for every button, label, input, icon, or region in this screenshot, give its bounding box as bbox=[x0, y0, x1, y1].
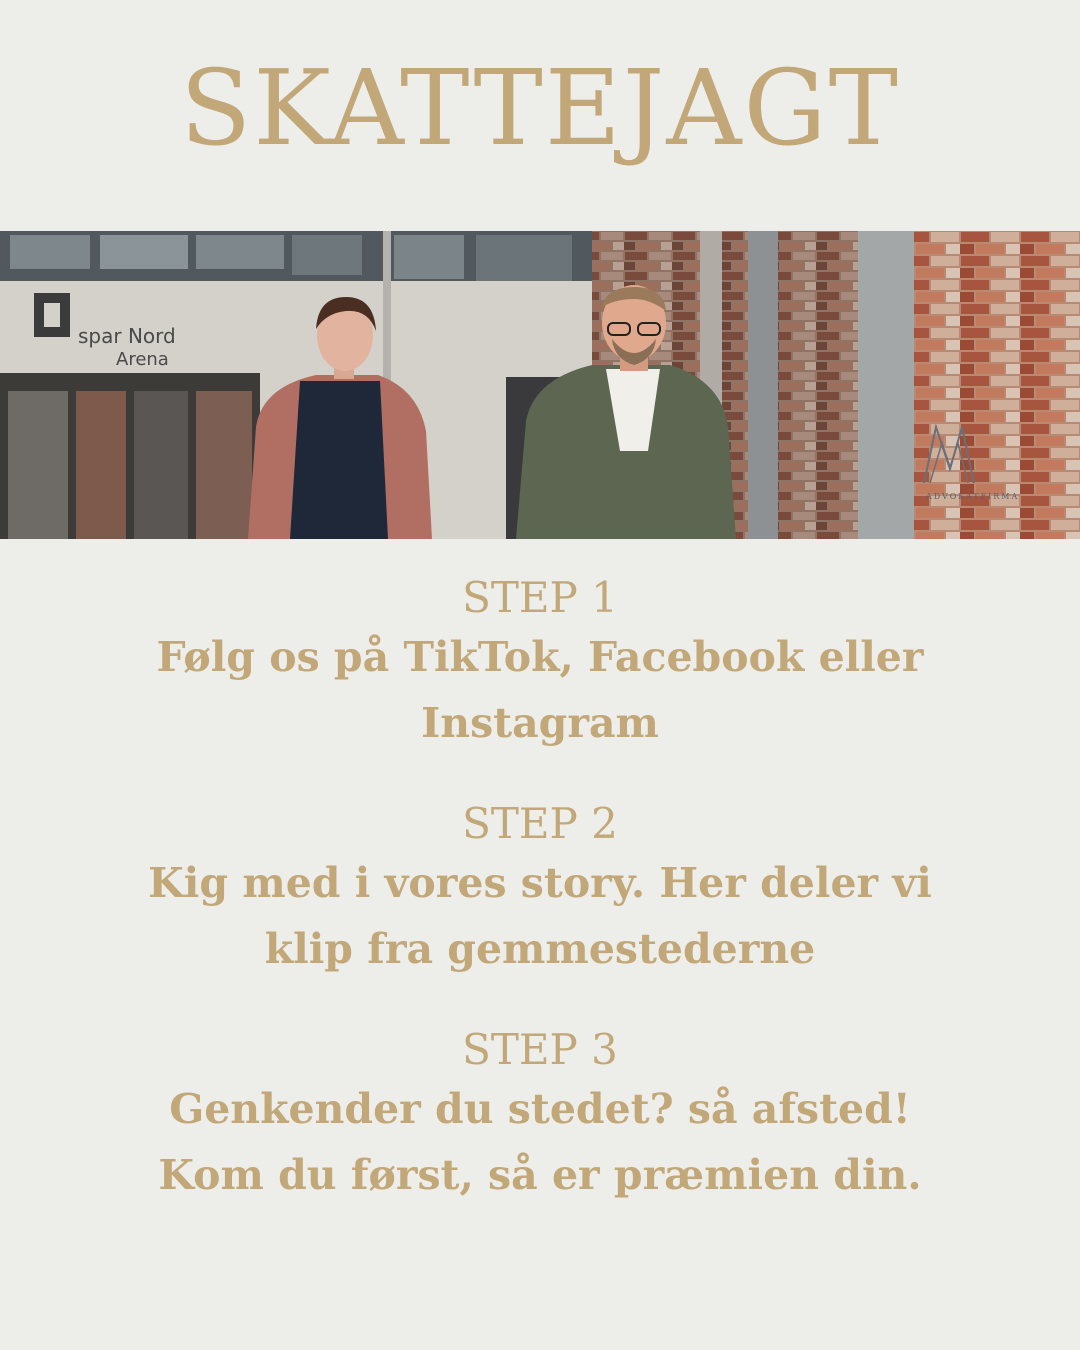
sign-text-line1: spar Nord bbox=[78, 324, 176, 348]
step-3-text-line1: Genkender du stedet? så afsted! bbox=[169, 1085, 911, 1133]
step-3-label: STEP 3 bbox=[462, 1025, 618, 1074]
page-title: SKATTEJAGT bbox=[180, 47, 900, 169]
sign-text-line2: Arena bbox=[116, 349, 169, 370]
logo-text: ADVOKATFIRMA bbox=[926, 492, 1020, 501]
step-1-text-line2: Instagram bbox=[421, 699, 659, 747]
step-2-text-line1: Kig med i vores story. Her deler vi bbox=[148, 859, 932, 907]
step-2 bbox=[0, 798, 1080, 982]
step-3-text-line2: Kom du først, så er præmien din. bbox=[158, 1151, 922, 1199]
step-2-label: STEP 2 bbox=[462, 799, 618, 848]
step-1 bbox=[0, 572, 1080, 756]
step-1-text-line1: Følg os på TikTok, Facebook eller bbox=[156, 633, 924, 681]
step-2-text-line2: klip fra gemmestederne bbox=[264, 925, 816, 973]
step-1-label: STEP 1 bbox=[462, 573, 618, 622]
step-3 bbox=[0, 1024, 1080, 1208]
hero-photo bbox=[0, 231, 1080, 539]
steps-list bbox=[0, 572, 1080, 1208]
